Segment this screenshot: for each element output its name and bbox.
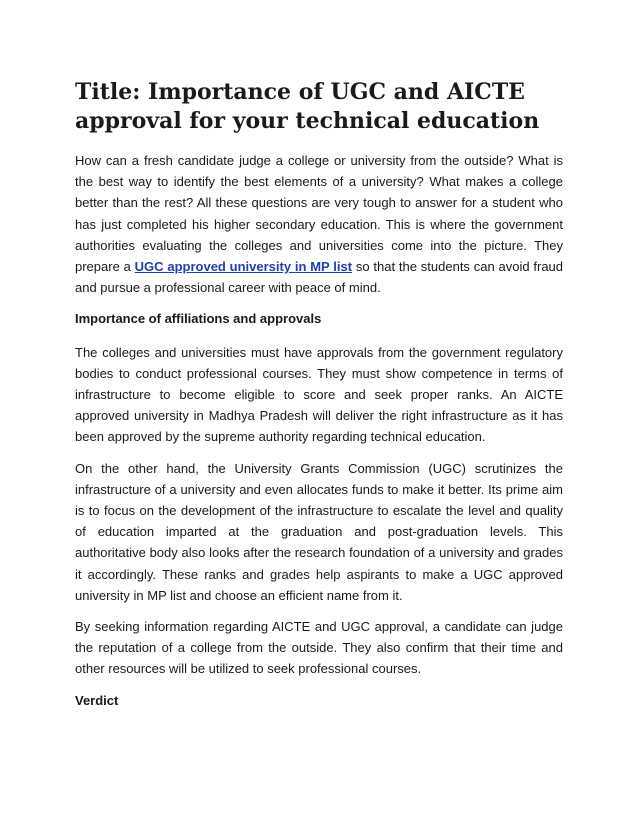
section-heading-verdict: Verdict: [75, 692, 119, 708]
document-page: [75, 78, 563, 723]
page-title: [75, 78, 563, 136]
ugc-list-link[interactable]: UGC approved university in MP list: [134, 259, 353, 275]
intro-paragraph: [75, 150, 563, 298]
title-prefix: Title: [75, 79, 133, 105]
title-text: : Importance of UGC and AICTE approval for your technical education: [75, 79, 540, 134]
intro-text-before-link: How can a fresh candidate judge a college or university from the outside? What is the best way to identify the best elements of a university? What makes a college better than the rest? All these questions are very tough to answer for a student who has just completed his higher secondary education. This is where the government authorities evaluating the colleges and universities come into the picture. They prepare a: [75, 153, 563, 275]
section-heading-affiliations: Importance of affiliations and approvals: [75, 311, 322, 327]
paragraph-approvals: The colleges and universities must have approvals from the government regulatory bodies to conduct professional courses. They must show competence in terms of infrastructure to become eligible to score and seek proper ranks. An AICTE approved university in Madhya Pradesh will deliver the right infrastructure as it has been approved by the supreme authority regarding technical education.: [75, 344, 563, 445]
paragraph-ugc: On the other hand, the University Grants Commission (UGC) scrutinizes the infrastructure of a university and even allocates funds to make it better. Its prime aim is to focus on the development of the infrastructure to escalate the level and quality of education imparted at the graduation and post-graduation levels. This authoritative body also looks after the research foundation of a university and grades it accordingly. These ranks and grades help aspirants to make a UGC approved university in MP list and choose an efficient name from it.: [75, 460, 563, 603]
paragraph-reputation: By seeking information regarding AICTE and UGC approval, a candidate can judge the reputation of a college from the outside. They also confirm that their time and other resources will be utilized to seek professional courses.: [75, 619, 563, 677]
intro-text-after-link: so that the students can avoid fraud and pursue a professional career with peace of mind.: [75, 259, 564, 296]
